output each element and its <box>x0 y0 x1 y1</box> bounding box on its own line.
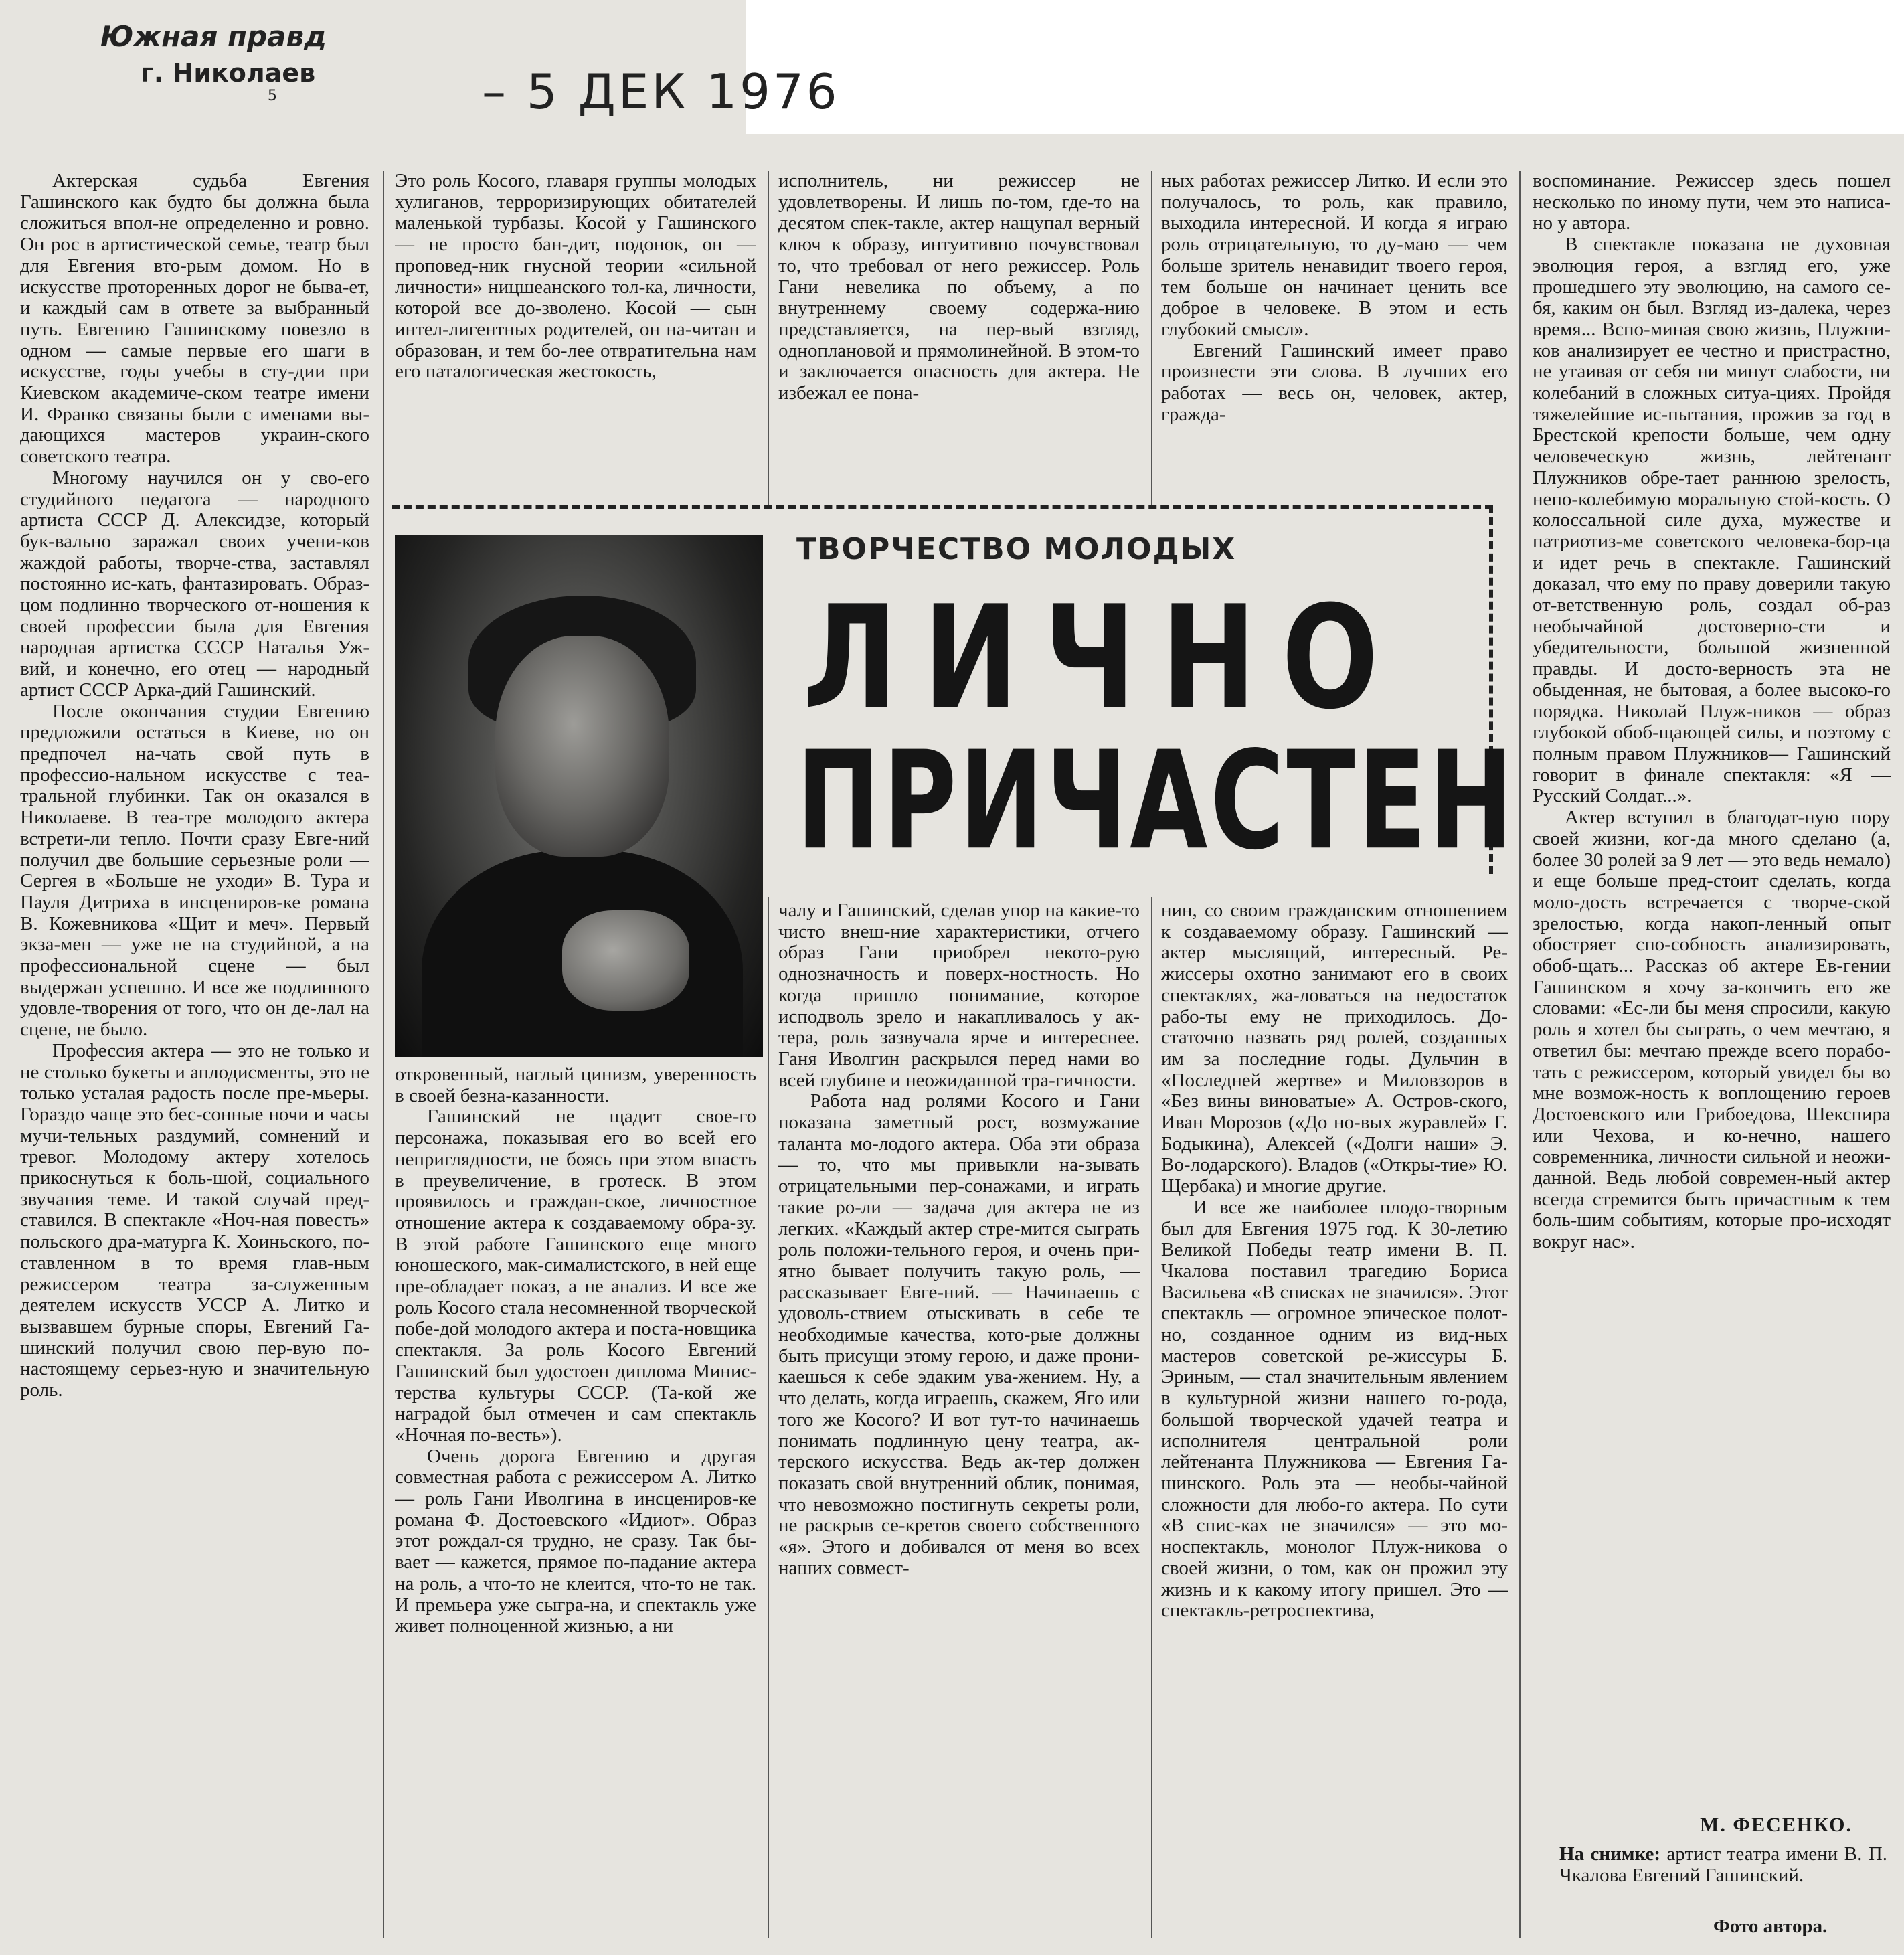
column-rule <box>768 897 769 1938</box>
photo-figure-face <box>495 636 669 857</box>
headline-line-1: ЛИЧНО <box>803 576 1404 742</box>
headline-line-2: ПРИЧАСТЕН <box>796 723 1516 880</box>
paragraph: откровенный, наглый цинизм, уверенность в своей безна-казанности. <box>395 1064 756 1106</box>
column-rule <box>768 171 769 505</box>
article-column-1 <box>20 171 369 1944</box>
article-column-3-bottom <box>778 900 1140 1941</box>
article-column-2-top <box>395 171 756 505</box>
column-rule <box>383 171 384 1938</box>
caption-text: артист театра имени В. П. Чкалова Евгений Гашинский. <box>1559 1843 1887 1886</box>
paragraph: Профессия актера — это не только и не столько букеты и аплодисменты, это не только усталая радость после пре-мьеры. Гораздо чаще это бес-сонные ночи и часы мучи-тельных раздумий, сомнений и тревог. Молодому актеру хотелось прикоснуться к боль-шой, социального звучания теме. И такой случай пред-ставился. В спектакле «Ноч-ная повесть» польского дра-матурга К. Хоиньского, по-ставленном в то время глав-ным режиссером театра за-служенным деятелем искусств УССР А. Литко и вызвавшем бурные споры, Евгений Га-шинский получил свою пер-вую по-настоящему серьез-ную и значительную роль. <box>20 1039 369 1401</box>
paragraph: После окончания студии Евгению предложили остаться в Киеве, но он предпочел на-чать свой путь в профессио-нальном искусстве с теа-тральной глубинки. Так он оказался в Николаеве. В теа-тре молодого актера встрети-ли тепло. Почти сразу Евге-ний получил две большие серьезные роли — Сергея в «Больше не уходи» В. Тура и Пауля Дитриха в инсцениров-ке романа В. Кожевникова «Щит и меч». Первый экза-мен — уже не на студийной, а на профессиональной сцене — был выдержан успешно. И все же подлинного удовле-творения от того, что он де-лал на сцене, не было. <box>20 700 369 1041</box>
date-stamp: – 5 ДЕК 1976 <box>482 64 840 120</box>
stamp-line-2: г. Николаев <box>141 58 316 88</box>
paragraph: Гашинский не щадит свое-го персонажа, показывая его во всей его неприглядности, не боясь при этом впасть в преувеличение, в гротеск. В этом проявилось и граждан-ское, личностное отношение актера к создаваемому обра-зу. В этой работе Гашинского еще много юношеского, мак-сималистского, в ней еще пре-обладает показ, а не анализ. И все же роль Косого стала несомненной творческой побе-дой молодого актера и поста-новщика спектакля. За роль Косого Евгений Гашинский был удостоен диплома Минис-терства культуры СССР. (Та-кой же наградой был отмечен и сам спектакль «Ночная по-весть»). <box>395 1106 756 1446</box>
paragraph: И все же наиболее плодо-творным был для Евгения 1975 год. К 30-летию Великой Победы театр имени В. П. Чкалова поставил трагедию Бориса Васильева «В списках не значился». Этот спектакль — огромное эпическое полот-но, созданное одним из вид-ных мастеров советской ре-жиссуры Б. Эриным, — стал значительным явлением в культурной жизни нашего го-рода, большой творческой удачей театра и исполнителя центральной роли лейтенанта Плужникова — Евгения Га-шинского. Роль эта — необы-чайной сложности для любо-го актера. По сути «В спис-ках не значился» — это мо-носпектакль, монолог Плуж-никова о своей жизни, о том, как он прожил эту жизнь и к какому итогу пришел. Это — спектакль-ретроспектива, <box>1161 1196 1508 1622</box>
caption-lead: На снимке: <box>1559 1843 1661 1865</box>
paragraph: ных работах режиссер Литко. И если это получалось, то роль, как правило, выходила интересной. И когда я играю роль отрицательную, то ду-маю — чем больше зритель ненавидит твоего героя, тем больше он начинает ценить все доброе в человеке. В этом и есть глубокий смысл». <box>1161 171 1508 340</box>
stamp-line-1: Южная правд <box>100 20 327 53</box>
column-rule <box>1151 171 1152 505</box>
paragraph: Актер вступил в благодат-ную пору своей жизни, ког-да много сделано (а, более 30 ролей за 9 лет — это ведь немало) и еще больше пред-стоит сделать, когда моло-дость встречается с творче-ской зрелостью, когда накоп-ленный опыт обостряет спо-собность анализировать, обоб-щать... Рассказ об актере Ев-гении Гашинском я хочу за-кончить его же словами: «Ес-ли бы меня спросили, какую роль я хотел бы сыграть, о чем мечтаю, я ответил бы: мечтаю прежде всего порабо-тать с режиссером, который увидел бы во мне возмож-ность к воплощению героев Достоевского или Грибоедова, Шекспира или Чехова, и ко-нечно, нашего современника, личности сильной и неожи-данной. Ведь любой современ-ный актер всегда стремится быть причастным к тем боль-шим событиям, которые про-исходят вокруг нас». <box>1533 806 1891 1253</box>
column-rule <box>1519 171 1521 1938</box>
section-rubric: ТВОРЧЕСТВО МОЛОДЫХ <box>796 532 1237 566</box>
paragraph: воспоминание. Режиссер здесь пошел несколько по иному пути, чем это написа-но у автора. <box>1533 171 1891 234</box>
paragraph: Многому научился он у сво-его студийного педагога — народного артиста СССР Д. Алексидзе, который бук-вально заражал своих учени-ков жаждой работы, творче-ства, заставлял постоянно ис-кать, фантазировать. Образ-цом подлинно творческого от-ношения к своей профессии была для Евгения народная артистка СССР Наталья Уж-вий, и конечно, его отец — народный артист СССР Арка-дий Гашинский. <box>20 466 369 701</box>
article-column-4-bottom <box>1161 900 1508 1941</box>
author-signature: М. ФЕСЕНКО. <box>1700 1814 1852 1836</box>
paragraph: В спектакле показана не духовная эволюция героя, а взгляд его, уже прошедшего эту эволюцию, на самого се-бя, каким он был. Взгляд из-далека, через время... Вспо-миная свою жизнь, Плужни-ков анализирует ее честно и пристрастно, не утаивая от себя ни минут слабости, ни колебаний в сложных ситуа-циях. Пройдя тяжелейшие ис-пытания, прожив за год в Брестской крепости больше, чем одну человеческую жизнь, лейтенант Плужников обре-тает раннюю зрелость, непо-колебимую моральную стой-кость. О колоссальной силе духа, мужестве и патриотиз-ме советского человека-бор-ца и идет речь в спектакле. Гашинский доказал, что ему по праву доверили такую от-ветственную роль, создал об-раз необычайной достоверно-сти и убедительности, большой жизненной правды. И досто-верность эта не обыденная, не бытовая, а более высоко-го порядка. Николай Плуж-ников — образ глубокой обоб-щающей силы, и поэтому с полным правом Плужников— Гашинский говорит в финале спектакля: «Я — Русский Солдат...». <box>1533 234 1891 807</box>
article-column-5 <box>1533 171 1891 1810</box>
article-column-3-top <box>778 171 1140 505</box>
stamp-mark: 5 <box>268 88 277 104</box>
photo-caption <box>1559 1844 1887 1886</box>
photo-credit: Фото автора. <box>1713 1916 1828 1937</box>
paragraph: нин, со своим гражданским отношением к создаваемому образу. Гашинский — актер мыслящий, интересный. Ре-жиссеры охотно занимают его в своих спектаклях, жа-ловаться на недостаток рабо-ты ему не приходилось. До-статочно назвать ряд ролей, созданных им за последние годы. Дульчин в «Последней жертве» и Миловзоров в «Без вины виноватые» А. Остров-ского, Иван Морозов («До но-вых журавлей» Г. Бодыкина), Алексей («Долги наши» Э. Во-лодарского). Владов («Откры-тие» Ю. Щербака) и многие другие. <box>1161 900 1508 1197</box>
publication-stamp <box>100 20 327 104</box>
article-column-2-bottom <box>395 1064 756 1941</box>
photo-figure-hand <box>562 910 689 1011</box>
article-column-4-top <box>1161 171 1508 505</box>
paragraph: Евгений Гашинский имеет право произнести эти слова. В лучших его работах — весь он, человек, актер, гражда- <box>1161 339 1508 425</box>
paragraph: Работа над ролями Косого и Гани показана заметный рост, возмужание таланта мо-лодого актера. Оба эти образа — то, что мы привыкли на-зывать отрицательными пер-сонажами, и играть такие ро-ли — задача для актера не из легких. «Каждый актер стре-мится сыграть роль положи-тельного героя, и очень при-ятно бывает получить такую роль, — рассказывает Евге-ний. — Начинаешь с удоволь-ствием отыскивать в себе те необходимые качества, кото-рые должны быть присущи этому герою, и даже прони-каешься к себе эдаким ува-жением. Ну, а что делать, когда играешь, скажем, Яго или того же Косого? И вот тут-то начинаешь понимать подлинную цену театра, ак-терского искусства. Ведь ак-тер должен показать свой внутренний облик, понимая, что невозможно постигнуть секреты роли, не раскрыв се-кретов своего собственного «я». Этого и добивался от меня во всех наших совмест- <box>778 1090 1140 1579</box>
paragraph: чалу и Гашинский, сделав упор на какие-то чисто внеш-ние характеристики, отчего образ Гани приобрел некото-рую однозначность и поверх-ностность. Но когда пришло понимание, которое исподволь зрело и накапливалось у ак-тера, роль зазвучала ярче и интереснее. Ганя Иволгин раскрылся перед нами во всей глубине и неожиданной тра-гичности. <box>778 900 1140 1091</box>
actor-portrait-photo <box>395 535 763 1057</box>
paragraph: Актерская судьба Евгения Гашинского как будто бы должна была сложиться впол-не определенно и ровно. Он рос в артистической семье, театр был для Евгения вто-рым домом. Но в искусстве проторенных дорог не быва-ет, и каждый сам в ответе за выбранный путь. Евгению Гашинскому повезло в одном — самые первые его шаги в искусстве, годы учебы в сту-дии при Киевском академиче-ском театре имени И. Франко связаны были с именами вы-дающихся мастеров украин-ского советского театра. <box>20 171 369 468</box>
paragraph: Очень дорога Евгению и другая совместная работа с режиссером А. Литко — роль Гани Иволгина в инсцениров-ке романа Ф. Достоевского «Идиот». Образ этот рождал-ся трудно, не сразу. Так бы-вает — кажется, прямое по-падание актера на роль, а что-то не клеится, что-то не так. И премьера уже сыгра-на, и спектакль уже живет полноценной жизнью, а ни <box>395 1445 756 1637</box>
column-rule <box>1151 897 1152 1938</box>
paragraph: исполнитель, ни режиссер не удовлетворены. И лишь по-том, где-то на десятом спек-такле, актер нащупал верный ключ к образу, интуитивно почувствовал то, что требовал от него режиссер. Роль Гани невелика по объему, а по внутреннему своему содержа-нию представляется, на пер-вый взгляд, одноплановой и прямолинейной. В этом-то и заключается опасность для актера. Не избежал ее пона- <box>778 171 1140 404</box>
paragraph: Это роль Косого, главаря группы молодых хулиганов, терроризирующих обитателей маленькой турбазы. Косой у Гашинского — не просто бан-дит, подонок, он — проповед-ник гнусной теории «сильной личности» ницшеанского тол-ка, личности, которой все до-зволено. Косой — сын интел-лигентных родителей, он на-читан и образован, и тем бо-лее отвратительна нам его паталогическая жестокость, <box>395 171 756 383</box>
